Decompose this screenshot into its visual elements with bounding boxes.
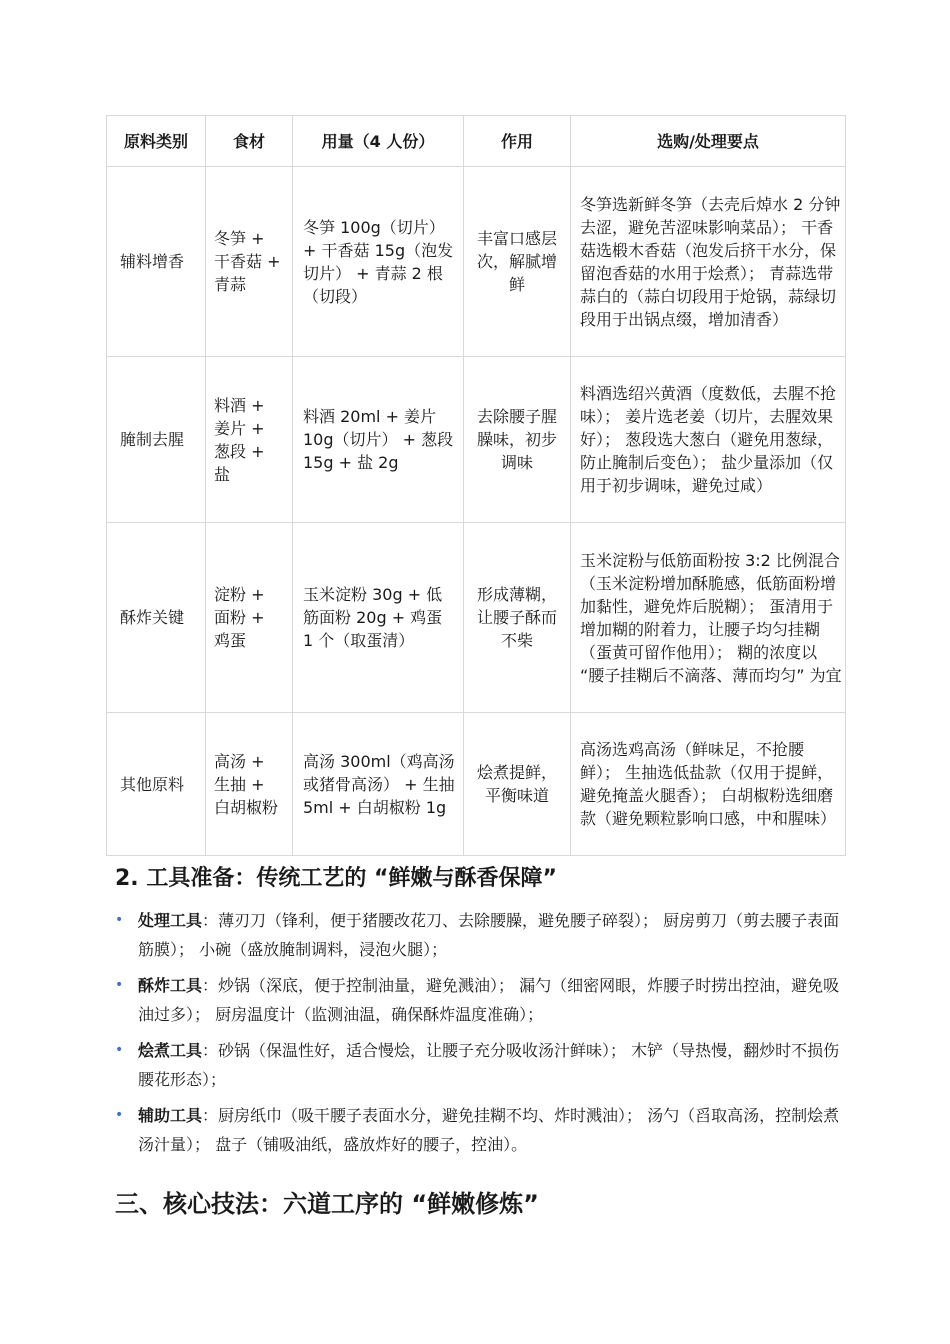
header-category: 原料类别 [107, 116, 206, 167]
cell-category: 酥炸关键 [107, 523, 206, 713]
item-term: 辅助工具 [138, 1106, 203, 1125]
cell-role: 丰富口感层次，解腻增鲜 [464, 167, 571, 357]
table-row [107, 713, 846, 856]
header-food: 食材 [206, 116, 293, 167]
cell-tips: 玉米淀粉与低筋面粉按 3:2 比例混合（玉米淀粉增加酥脆感，低筋面粉增加黏性，避免炸后脱糊）； 蛋清用于增加糊的附着力，让腰子均匀挂糊（蛋黄可留作他用）； 糊的浓度以 “腰子挂糊后不滴落、薄而均匀” 为宜 [571, 523, 846, 713]
cell-amount: 玉米淀粉 30g + 低筋面粉 20g + 鸡蛋 1 个（取蛋清） [293, 523, 464, 713]
list-item [115, 906, 840, 964]
tools-list [115, 906, 840, 1166]
cell-role: 形成薄糊，让腰子酥而不柴 [464, 523, 571, 713]
cell-category: 辅料增香 [107, 167, 206, 357]
cell-role: 去除腰子腥臊味，初步调味 [464, 357, 571, 523]
cell-food: 高汤 + 生抽 + 白胡椒粉 [206, 713, 293, 856]
item-text: ：薄刃刀（锋利，便于猪腰改花刀、去除腰臊，避免腰子碎裂）； 厨房剪刀（剪去腰子表面筋膜）； 小碗（盛放腌制调料，浸泡火腿）； [138, 911, 840, 959]
ingredients-table [106, 115, 846, 856]
cell-amount: 冬笋 100g（切片）+ 干香菇 15g（泡发切片） + 青蒜 2 根（切段） [293, 167, 464, 357]
cell-category: 其他原料 [107, 713, 206, 856]
item-term: 酥炸工具 [138, 976, 203, 995]
list-item [115, 971, 840, 1029]
header-tips: 选购/处理要点 [571, 116, 846, 167]
table-row [107, 523, 846, 713]
tools-section-title: 2. 工具准备：传统工艺的 “鲜嫩与酥香保障” [115, 866, 557, 891]
item-term: 烩煮工具 [138, 1041, 203, 1060]
bullet-icon: • [115, 1042, 124, 1058]
item-text: ：炒锅（深底，便于控制油量，避免溅油）； 漏勺（细密网眼，炸腰子时捞出控油，避免吸油过多）； 厨房温度计（监测油温，确保酥炸温度准确）； [138, 976, 840, 1024]
cell-amount: 料酒 20ml + 姜片 10g（切片） + 葱段 15g + 盐 2g [293, 357, 464, 523]
cell-category: 腌制去腥 [107, 357, 206, 523]
bullet-icon: • [115, 1107, 124, 1123]
cell-role: 烩煮提鲜，平衡味道 [464, 713, 571, 856]
bullet-icon: • [115, 912, 124, 928]
list-item [115, 1101, 840, 1159]
core-section-title: 三、核心技法：六道工序的 “鲜嫩修炼” [115, 1190, 539, 1218]
header-role: 作用 [464, 116, 571, 167]
cell-tips: 高汤选鸡高汤（鲜味足，不抢腰鲜）； 生抽选低盐款（仅用于提鲜，避免掩盖火腿香）； 白胡椒粉选细磨款（避免颗粒影响口感，中和腥味） [571, 713, 846, 856]
list-item [115, 1036, 840, 1094]
table-row [107, 357, 846, 523]
bullet-icon: • [115, 977, 124, 993]
cell-food: 冬笋 + 干香菇 + 青蒜 [206, 167, 293, 357]
header-amount: 用量（4 人份） [293, 116, 464, 167]
cell-amount: 高汤 300ml（鸡高汤或猪骨高汤） + 生抽 5ml + 白胡椒粉 1g [293, 713, 464, 856]
cell-tips: 料酒选绍兴黄酒（度数低，去腥不抢味）； 姜片选老姜（切片，去腥效果好）； 葱段选大葱白（避免用葱绿，防止腌制后变色）； 盐少量添加（仅用于初步调味，避免过咸） [571, 357, 846, 523]
table-header-row [107, 116, 846, 167]
item-text: ：砂锅（保温性好，适合慢烩，让腰子充分吸收汤汁鲜味）； 木铲（导热慢，翻炒时不损伤腰花形态）； [138, 1041, 840, 1089]
cell-tips: 冬笋选新鲜冬笋（去壳后焯水 2 分钟去涩，避免苦涩味影响菜品）； 干香菇选椴木香菇（泡发后挤干水分，保留泡香菇的水用于烩煮）； 青蒜选带蒜白的（蒜白切段用于炝锅，蒜绿切段用于出锅点缀，增加清香） [571, 167, 846, 357]
cell-food: 淀粉 + 面粉 + 鸡蛋 [206, 523, 293, 713]
table-row [107, 167, 846, 357]
item-term: 处理工具 [138, 911, 203, 930]
item-text: ：厨房纸巾（吸干腰子表面水分，避免挂糊不均、炸时溅油）； 汤勺（舀取高汤，控制烩煮汤汁量）； 盘子（铺吸油纸，盛放炸好的腰子，控油）。 [138, 1106, 840, 1154]
cell-food: 料酒 + 姜片 + 葱段 + 盐 [206, 357, 293, 523]
